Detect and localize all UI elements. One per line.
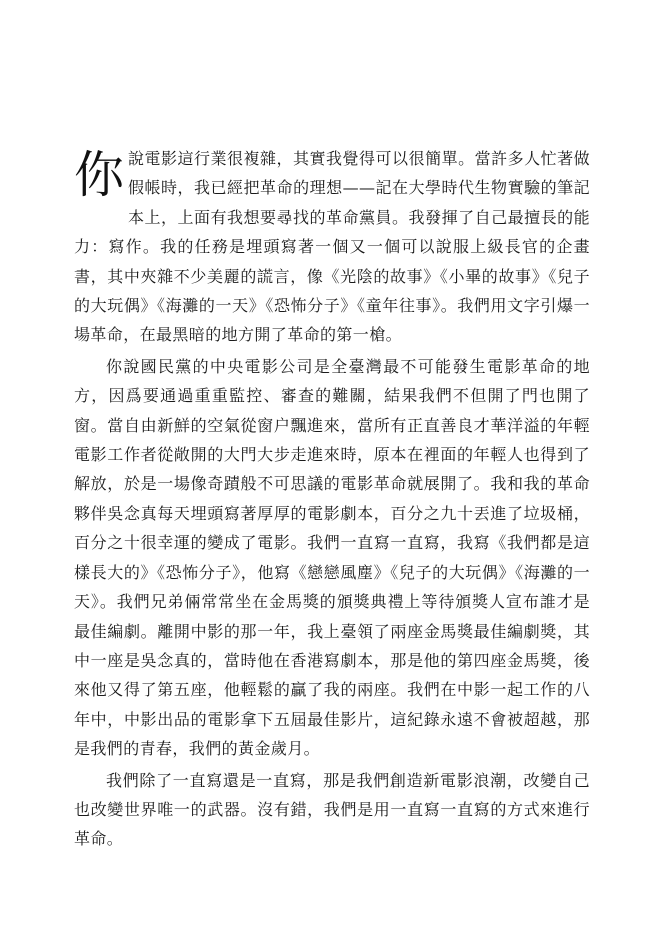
drop-cap: 你 xyxy=(74,146,125,204)
paragraph-3: 我們除了一直寫還是一直寫，那是我們創造新電影浪潮，改變自己也改變世界唯一的武器。沒有錯，我們是用一直寫一直寫的方式來進行革命。 xyxy=(74,770,590,849)
paragraph-1-text: 說電影這行業很複雜，其實我覺得可以很簡單。當許多人忙著做假帳時，我已經把革命的理想——記在大學時代生物實驗的筆記本上，上面有我想要尋找的革命黨員。我發揮了自己最擅長的能力：寫作。我的任務是埋頭寫著一個又一個可以說服上級長官的企畫書，其中夾雜不少美麗的謊言，像《光陰的故事》《小畢的故事》《兒子的大玩偶》《海灘的一天》《恐怖分子》《童年往事》。我們用文字引爆一場革命，在最黑暗的地方開了革命的第一槍。 xyxy=(74,149,590,345)
document-body xyxy=(74,144,590,854)
paragraph-2: 你說國民黨的中央電影公司是全臺灣最不可能發生電影革命的地方，因爲要通過重重監控、審查的難關，結果我們不但開了門也開了窗。當自由新鮮的空氣從窗户飄進來，當所有正直善良才華洋溢的年輕電影工作者從敞開的大門大步走進來時，原本在裡面的年輕人也得到了解放，於是一場像奇蹟般不可思議的電影革命就展開了。我和我的革命夥伴吳念真每天埋頭寫著厚厚的電影劇本，百分之九十丟進了垃圾桶，百分之十很幸運的變成了電影。我們一直寫一直寫，我寫《我們都是這樣長大的》《恐怖分子》，他寫《戀戀風塵》《兒子的大玩偶》《海灘的一天》。我們兄弟倆常常坐在金馬獎的頒獎典禮上等待頒獎人宣布誰才是最佳編劇。離開中影的那一年，我上臺領了兩座金馬獎最佳編劇獎，其中一座是吳念真的，當時他在香港寫劇本，那是他的第四座金馬獎，後來他又得了第五座，他輕鬆的贏了我的兩座。我們在中影一起工作的八年中，中影出品的電影拿下五屆最佳影片，這紀錄永遠不會被超越，那是我們的青春，我們的黃金歲月。 xyxy=(74,356,590,759)
paragraph-1 xyxy=(74,144,590,350)
